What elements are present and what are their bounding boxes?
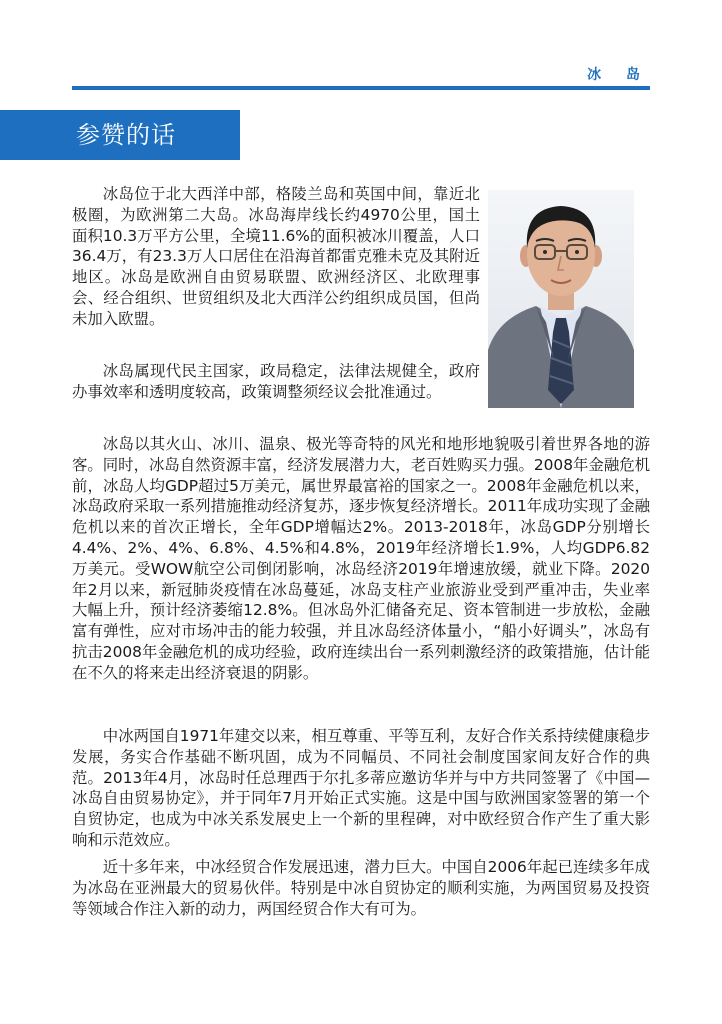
counsellor-portrait [488, 190, 634, 408]
section-banner [0, 110, 240, 160]
paragraph-1: 冰岛位于北大西洋中部，格陵兰岛和英国中间，靠近北极圈，为欧洲第二大岛。冰岛海岸线长约4970公里，国土面积10.3万平方公里，全境11.6%的面积被冰川覆盖，人口36.4万，有23.3万人口居住在沿海首都雷克雅未克及其附近地区。冰岛是欧洲自由贸易联盟、欧洲经济区、北欧理事会、经合组织、世贸组织及北大西洋公约组织成员国，但尚未加入欧盟。 [72, 185, 480, 328]
paragraph-2: 冰岛属现代民主国家，政局稳定，法律法规健全，政府办事效率和透明度较高，政策调整须经议会批准通过。 [72, 362, 480, 401]
paragraph-5: 近十多年来，中冰经贸合作发展迅速，潜力巨大。中国自2006年起已连续多年成为冰岛在亚洲最大的贸易伙伴。特别是中冰自贸协定的顺利实施，为两国贸易及投资等领域合作注入新的动力，两国经贸合作大有可为。 [72, 858, 650, 918]
section-title: 参赞的话 [76, 121, 176, 149]
running-header-title: 冰 岛 [587, 67, 650, 83]
paragraph-3: 冰岛以其火山、冰川、温泉、极光等奇特的风光和地形地貌吸引着世界各地的游客。同时，冰岛自然资源丰富，经济发展潜力大，老百姓购买力强。2008年金融危机前，冰岛人均GDP超过5万美元，属世界最富裕的国家之一。2008年金融危机以来，冰岛政府采取一系列措施推动经济复苏，逐步恢复经济增长。2011年成功实现了金融危机以来的首次正增长，全年GDP增幅达2%。2013-2018年，冰岛GDP分别增长4.4%、2%、4%、6.8%、4.5%和4.8%，2019年经济增长1.9%，人均GDP6.82万美元。受WOW航空公司倒闭影响，冰岛经济2019年增速放缓，就业下降。2020年2月以来，新冠肺炎疫情在冰岛蔓延，冰岛支柱产业旅游业受到严重冲击，失业率大幅上升，预计经济萎缩12.8%。但冰岛外汇储备充足、资本管制进一步放松，金融富有弹性，应对市场冲击的能力较强，并且冰岛经济体量小，“船小好调头”，冰岛有抗击2008年金融危机的成功经验，政府连续出台一系列刺激经济的政策措施，估计能在不久的将来走出经济衰退的阴影。 [72, 435, 650, 682]
paragraph-4: 中冰两国自1971年建交以来，相互尊重、平等互利，友好合作关系持续健康稳步发展，务实合作基础不断巩固，成为不同幅员、不同社会制度国家间友好合作的典范。2013年4月，冰岛时任总理西于尔扎多蒂应邀访华并与中方共同签署了《中国—冰岛自由贸易协定》，并于同年7月开始正式实施。这是中国与欧洲国家签署的第一个自贸协定，也成为中冰关系发展史上一个新的里程碑，对中欧经贸合作产生了重大影响和示范效应。 [72, 727, 650, 849]
header-rule [72, 86, 650, 90]
